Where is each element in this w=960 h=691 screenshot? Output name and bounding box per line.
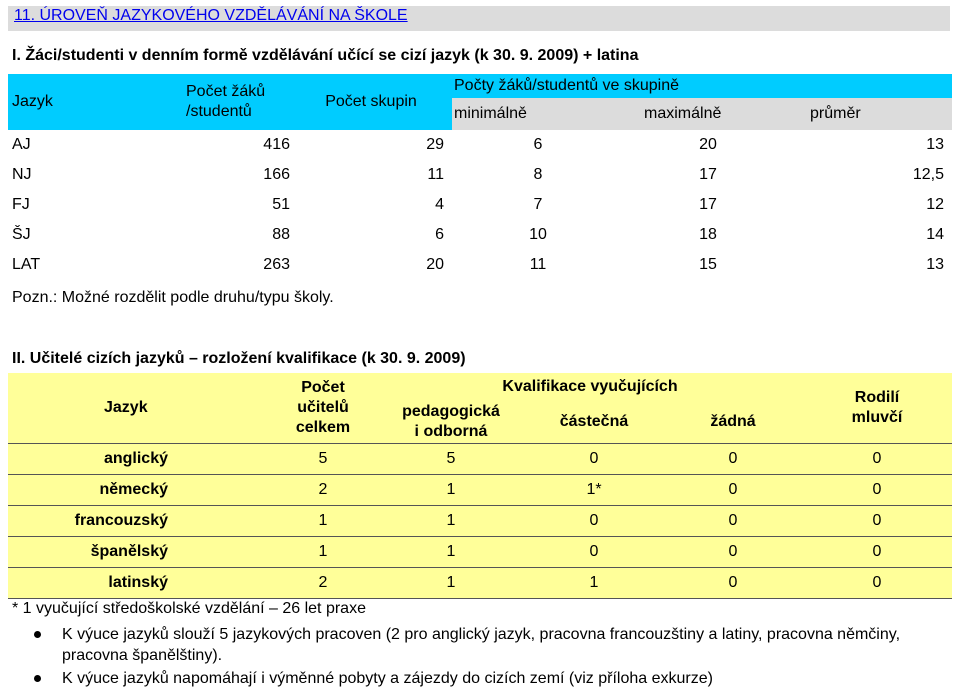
header-teacher-lang: Jazyk — [8, 373, 268, 444]
header-count-line2: učitelů — [297, 399, 349, 416]
header-native — [802, 373, 952, 444]
header-max: maximálně — [624, 98, 792, 130]
row-teacher-ped: 1 — [378, 568, 524, 599]
header-students-line2: /studentů — [186, 103, 252, 120]
row-max: 20 — [699, 136, 717, 153]
header-native-line1: Rodilí — [854, 389, 900, 406]
row-min: 6 — [533, 136, 543, 153]
row-teacher-ped: 1 — [378, 475, 524, 506]
bullet-dot-icon — [34, 675, 41, 682]
header-teacher-count — [268, 373, 378, 444]
header-students — [176, 74, 290, 130]
row-max: 18 — [699, 226, 717, 243]
header-ped-line1: pedagogická — [402, 403, 500, 420]
row-teacher-ped: 1 — [378, 537, 524, 568]
row-teacher-total: 2 — [268, 568, 378, 599]
row-teacher-total: 1 — [268, 537, 378, 568]
students-table-row — [8, 130, 952, 160]
row-teacher-none: 0 — [664, 568, 802, 599]
row-avg: 14 — [926, 226, 944, 243]
row-students: 88 — [272, 226, 290, 243]
row-avg: 13 — [926, 136, 944, 153]
row-teacher-ped: 5 — [378, 444, 524, 475]
students-table — [8, 74, 952, 280]
row-teacher-lang: anglický — [8, 444, 268, 475]
students-table-row — [8, 220, 952, 250]
header-per-group: Počty žáků/studentů ve skupině — [454, 77, 680, 94]
row-groups: 11 — [427, 166, 444, 183]
row-teacher-partial: 1* — [524, 475, 664, 506]
row-teacher-lang: německý — [8, 475, 268, 506]
teachers-footnote: * 1 vyučující středoškolské vzdělání – 26 let praxe — [12, 600, 366, 617]
row-teacher-none: 0 — [664, 506, 802, 537]
teachers-table — [8, 373, 952, 599]
students-table-row — [8, 250, 952, 280]
row-teacher-partial: 0 — [524, 537, 664, 568]
header-count-line3: celkem — [295, 419, 351, 436]
row-groups: 4 — [435, 196, 444, 213]
students-table-header-row — [8, 74, 952, 98]
row-min: 8 — [533, 166, 543, 183]
bullet-dot-icon — [34, 631, 41, 638]
header-min: minimálně — [452, 98, 624, 130]
row-teacher-partial: 0 — [524, 506, 664, 537]
row-teacher-none: 0 — [664, 444, 802, 475]
row-teacher-native: 0 — [802, 444, 952, 475]
row-teacher-total: 5 — [268, 444, 378, 475]
students-table-row — [8, 160, 952, 190]
row-teacher-native: 0 — [802, 475, 952, 506]
header-partial: částečná — [524, 401, 664, 444]
row-teacher-native: 0 — [802, 568, 952, 599]
row-students: 263 — [263, 256, 290, 273]
row-teacher-ped: 1 — [378, 506, 524, 537]
teachers-table-row — [8, 568, 952, 599]
header-students-line1: Počet žáků — [186, 83, 266, 100]
row-groups: 20 — [426, 256, 444, 273]
row-lang: FJ — [12, 196, 30, 213]
row-teacher-partial: 0 — [524, 444, 664, 475]
row-teacher-total: 1 — [268, 506, 378, 537]
row-lang: AJ — [12, 136, 31, 153]
header-groups: Počet skupin — [325, 93, 417, 110]
bullet-item — [30, 624, 950, 666]
row-lang: NJ — [12, 166, 32, 183]
row-teacher-lang: francouzský — [8, 506, 268, 537]
header-avg: průměr — [792, 98, 952, 130]
row-lang: LAT — [12, 256, 41, 273]
teachers-table-row — [8, 475, 952, 506]
row-teacher-native: 0 — [802, 537, 952, 568]
teachers-table-header-row — [8, 373, 952, 401]
row-groups: 6 — [435, 226, 444, 243]
row-max: 17 — [699, 196, 717, 213]
row-teacher-none: 0 — [664, 475, 802, 506]
row-min: 7 — [533, 196, 543, 213]
row-avg: 12,5 — [912, 166, 944, 183]
row-min: 11 — [529, 256, 547, 273]
row-lang: ŠJ — [12, 226, 31, 243]
header-native-line2: mluvčí — [851, 409, 903, 426]
teachers-table-row — [8, 506, 952, 537]
teachers-table-row — [8, 444, 952, 475]
teachers-table-row — [8, 537, 952, 568]
row-students: 166 — [263, 166, 290, 183]
row-teacher-none: 0 — [664, 537, 802, 568]
header-lang: Jazyk — [12, 93, 53, 110]
header-none: žádná — [664, 401, 802, 444]
students-note: Pozn.: Možné rozdělit podle druhu/typu školy. — [12, 289, 334, 306]
row-teacher-lang: španělský — [8, 537, 268, 568]
row-teacher-partial: 1 — [524, 568, 664, 599]
header-qualification: Kvalifikace vyučujících — [502, 378, 678, 395]
header-count-line1: Počet — [301, 379, 345, 396]
row-students: 51 — [272, 196, 290, 213]
row-teacher-native: 0 — [802, 506, 952, 537]
section-heading-link[interactable]: 11. ÚROVEŇ JAZYKOVÉHO VZDĚLÁVÁNÍ NA ŠKOLE — [14, 7, 408, 24]
row-teacher-lang: latinský — [8, 568, 268, 599]
row-teacher-total: 2 — [268, 475, 378, 506]
section2-title: II. Učitelé cizích jazyků – rozložení kvalifikace (k 30. 9. 2009) — [12, 350, 466, 367]
row-min: 10 — [529, 226, 547, 243]
header-ped-line2: i odborná — [414, 423, 488, 440]
row-max: 15 — [699, 256, 717, 273]
row-avg: 12 — [926, 196, 944, 213]
row-max: 17 — [699, 166, 717, 183]
bullet-list — [30, 624, 950, 691]
students-table-row — [8, 190, 952, 220]
row-students: 416 — [263, 136, 290, 153]
row-groups: 29 — [426, 136, 444, 153]
bullet-text: K výuce jazyků napomáhají i výměnné pobyty a zájezdy do cizích zemí (viz příloha exkurze) — [62, 670, 713, 687]
row-avg: 13 — [926, 256, 944, 273]
bullet-item — [30, 668, 950, 689]
header-ped — [378, 401, 524, 444]
bullet-text: K výuce jazyků slouží 5 jazykových pracoven (2 pro anglický jazyk, pracovna francouzštiny a latiny, pracovna němčiny, pracovna španělštiny). — [62, 626, 901, 664]
section1-title: I. Žáci/studenti v denním formě vzdělávání učící se cizí jazyk (k 30. 9. 2009) + latina — [12, 47, 639, 64]
